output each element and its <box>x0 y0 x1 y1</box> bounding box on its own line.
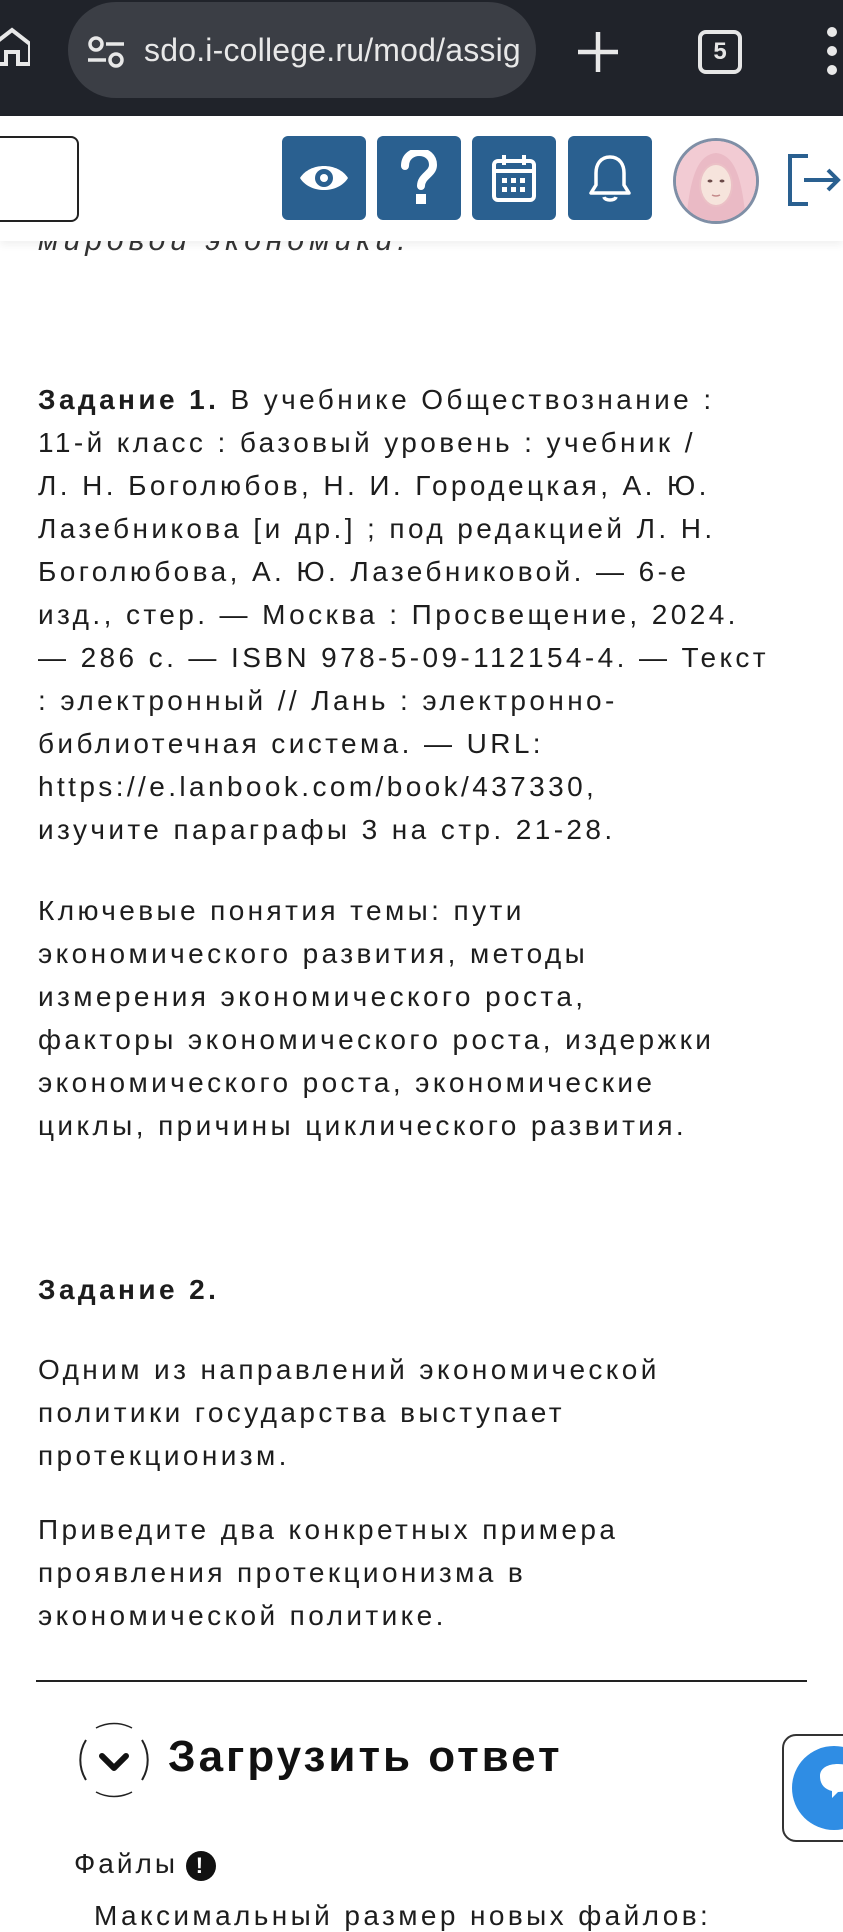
upload-answer-title[interactable]: Загрузить ответ <box>168 1732 563 1781</box>
task2-line: протекционизм. <box>38 1440 290 1471</box>
url-text[interactable]: sdo.i-college.ru/mod/assig <box>144 32 521 68</box>
browser-toolbar <box>0 0 843 116</box>
task2-heading <box>38 1268 818 1311</box>
task1-line: 11-й класс : базовый уровень : учебник / <box>38 427 696 458</box>
task1-line: Л. Н. Боголюбов, Н. И. Городецкая, А. Ю. <box>38 470 710 501</box>
max-size-text: Максимальный размер новых файлов: <box>94 1900 712 1931</box>
key-concepts-text <box>38 889 818 1147</box>
task2-line: экономической политике. <box>38 1600 447 1631</box>
chat-button[interactable] <box>782 1734 843 1842</box>
site-settings-icon[interactable] <box>86 32 126 72</box>
task1-label: Задание 1. <box>38 384 220 415</box>
files-label: Файлы <box>74 1848 178 1879</box>
menu-select-box[interactable] <box>0 136 79 222</box>
task2-line: политики государства выступает <box>38 1397 566 1428</box>
chat-bubble-icon <box>792 1746 843 1830</box>
task1-text <box>38 378 818 851</box>
task1-line: Лазебникова [и др.] ; под редакцией Л. Н. <box>38 513 716 544</box>
app-header <box>0 116 843 241</box>
eye-icon <box>298 158 350 198</box>
accessibility-view-button[interactable] <box>282 136 366 220</box>
help-question-icon <box>399 150 439 206</box>
calendar-icon <box>491 153 537 203</box>
key-concepts-line: измерения экономического роста, <box>38 981 587 1012</box>
info-exclamation-icon[interactable]: ! <box>186 1851 216 1881</box>
task1-line: изд., стер. — Москва : Просвещение, 2024. <box>38 599 739 630</box>
section-divider <box>36 1680 807 1682</box>
task1-line: изучите параграфы 3 на стр. 21-28. <box>38 814 616 845</box>
key-concepts-line: экономического развития, методы <box>38 938 589 969</box>
files-label-row <box>74 1848 216 1881</box>
home-icon[interactable] <box>0 26 30 66</box>
task1-line: : электронный // Лань : электронно- <box>38 685 618 716</box>
task1-line: Боголюбова, А. Ю. Лазебниковой. — 6-е <box>38 556 690 587</box>
task2-paragraph-1 <box>38 1348 818 1477</box>
notifications-button[interactable] <box>568 136 652 220</box>
task2-line: Приведите два конкретных примера <box>38 1514 619 1545</box>
bell-icon <box>588 153 632 203</box>
avatar-photo <box>676 141 756 221</box>
user-avatar[interactable] <box>673 138 759 224</box>
key-concepts-line: циклы, причины циклического развития. <box>38 1110 688 1141</box>
key-concepts-line: факторы экономического роста, издержки <box>38 1024 715 1055</box>
task1-line: Задание 1. В учебнике Обществознание : <box>38 384 715 415</box>
new-tab-plus-icon[interactable] <box>576 30 620 74</box>
assignment-content <box>0 210 843 1931</box>
task2-paragraph-2 <box>38 1508 818 1637</box>
key-concepts-line: экономического роста, экономические <box>38 1067 656 1098</box>
task2-line: Одним из направлений экономической <box>38 1354 660 1385</box>
task1-line: — 286 с. — ISBN 978-5-09-112154-4. — Текст <box>38 642 770 673</box>
chevron-down-icon[interactable] <box>74 1720 154 1800</box>
task2-label: Задание 2. <box>38 1274 220 1305</box>
task2-line: проявления протекционизма в <box>38 1557 527 1588</box>
logout-icon[interactable] <box>782 150 842 210</box>
calendar-button[interactable] <box>472 136 556 220</box>
address-bar[interactable] <box>68 2 536 98</box>
overflow-menu-icon[interactable] <box>826 26 838 76</box>
tab-switcher-icon[interactable]: 5 <box>698 30 742 74</box>
task1-line[interactable]: https://e.lanbook.com/book/437330, <box>38 771 598 802</box>
help-button[interactable] <box>377 136 461 220</box>
task1-line: библиотечная система. — URL: <box>38 728 544 759</box>
key-concepts-line: Ключевые понятия темы: пути <box>38 895 525 926</box>
